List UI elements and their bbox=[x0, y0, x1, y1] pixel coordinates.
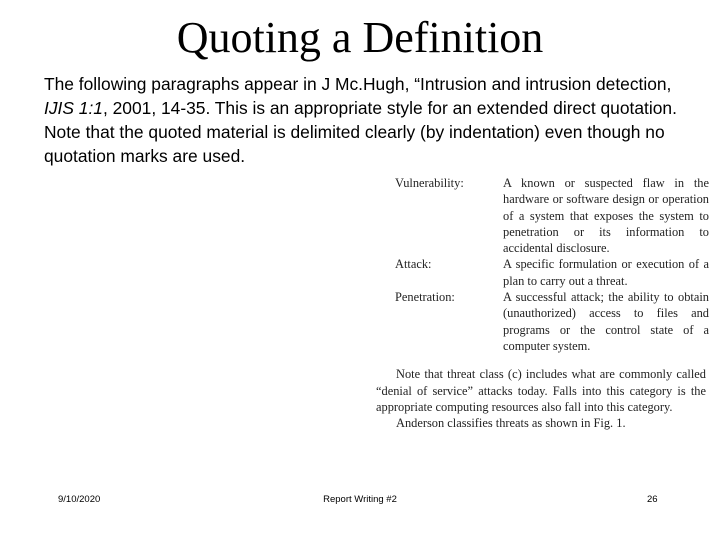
journal-name: IJIS 1:1 bbox=[44, 98, 103, 118]
definition-term: Vulnerability: bbox=[395, 176, 464, 190]
footer-date: 9/10/2020 bbox=[58, 494, 101, 505]
definition-text: A known or suspected flaw in the hardware or software design or operation of a system that exposes the system to penetration or its information to accidental disclosure. bbox=[503, 176, 709, 256]
definition-term: Penetration: bbox=[395, 290, 455, 305]
intro-paragraph bbox=[44, 72, 694, 168]
quoted-excerpt bbox=[374, 175, 718, 431]
quote-paragraph: Note that threat class (c) includes what are commonly called “denial of service” attacks today. Falls into this category is the appropriate computing resources also fall into this category. bbox=[376, 367, 706, 414]
intro-text-end: , 2001, 14-35. This is an appropriate style for an extended direct quotation. Note that the quoted material is delimited clearly (by indentation) even though no quotation marks are used. bbox=[44, 98, 677, 166]
definition-attack bbox=[374, 256, 718, 289]
footer-title: Report Writing #2 bbox=[323, 494, 397, 505]
definition-text: A successful attack; the ability to obtain (unauthorized) access to files and programs or the control state of a computer system. bbox=[503, 290, 709, 353]
quote-paragraph: Anderson classifies threats as shown in Fig. 1. bbox=[396, 416, 626, 431]
definition-text: A specific formulation or execution of a plan to carry out a threat. bbox=[503, 257, 709, 288]
slide-title: Quoting a Definition bbox=[176, 13, 544, 62]
intro-text-start: The following paragraphs appear in J Mc.Hugh, “Intrusion and intrusion detection, bbox=[44, 74, 672, 94]
page-number: 26 bbox=[647, 494, 658, 505]
definition-vulnerability bbox=[374, 175, 718, 256]
definition-term: Attack: bbox=[395, 257, 432, 272]
definition-penetration bbox=[374, 289, 718, 354]
